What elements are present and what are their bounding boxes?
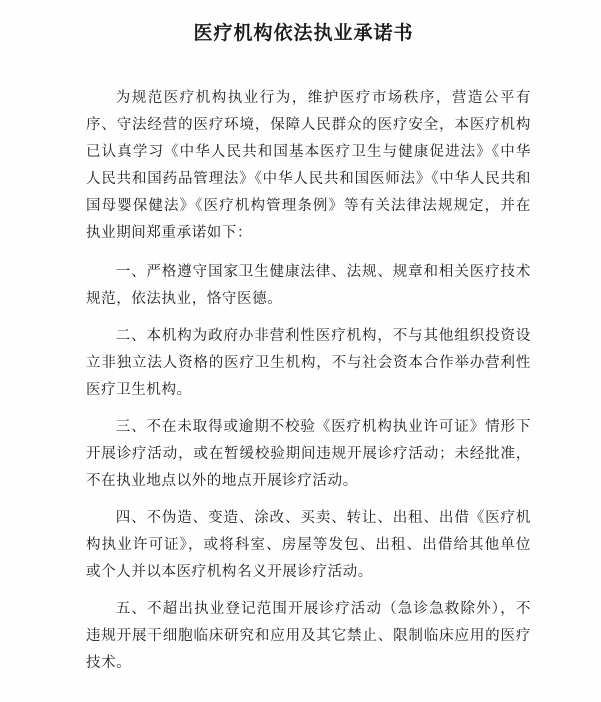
document-title: 医疗机构依法执业承诺书 bbox=[193, 22, 414, 44]
commitment-item-4: 四、不伪造、变造、涂改、买卖、转让、出租、出借《医疗机构执业许可证》，或将科室、房屋等发包、出租、出借给其他单位或个人并以本医疗机构名义开展诊疗活动。 bbox=[86, 510, 531, 580]
intro-paragraph: 为规范医疗机构执业行为，维护医疗市场秩序，营造公平有序、守法经营的医疗环境，保障人民群众的医疗安全，本医疗机构已认真学习《中华人民共和国基本医疗卫生与健康促进法》《中华人民共和国药品管理法》《中华人民共和国医师法》《中华人民共和国母婴保健法》《医疗机构管理条例》等有关法律法规规定，并在执业期间郑重承诺如下： bbox=[86, 90, 531, 241]
commitment-item-2: 二、本机构为政府办非营利性医疗机构，不与其他组织投资设立非独立法人资格的医疗卫生机构，不与社会资本合作举办营利性医疗卫生机构。 bbox=[86, 328, 531, 398]
commitment-item-5: 五、不超出执业登记范围开展诊疗活动（急诊急救除外），不违规开展干细胞临床研究和应用及其它禁止、限制临床应用的医疗技术。 bbox=[86, 601, 531, 671]
commitment-item-1: 一、严格遵守国家卫生健康法律、法规、规章和相关医疗技术规范，依法执业，恪守医德。 bbox=[86, 264, 531, 307]
commitment-item-3: 三、不在未取得或逾期不校验《医疗机构执业许可证》情形下开展诊疗活动，或在暂缓校验期间违规开展诊疗活动；未经批准，不在执业地点以外的地点开展诊疗活动。 bbox=[86, 419, 531, 489]
